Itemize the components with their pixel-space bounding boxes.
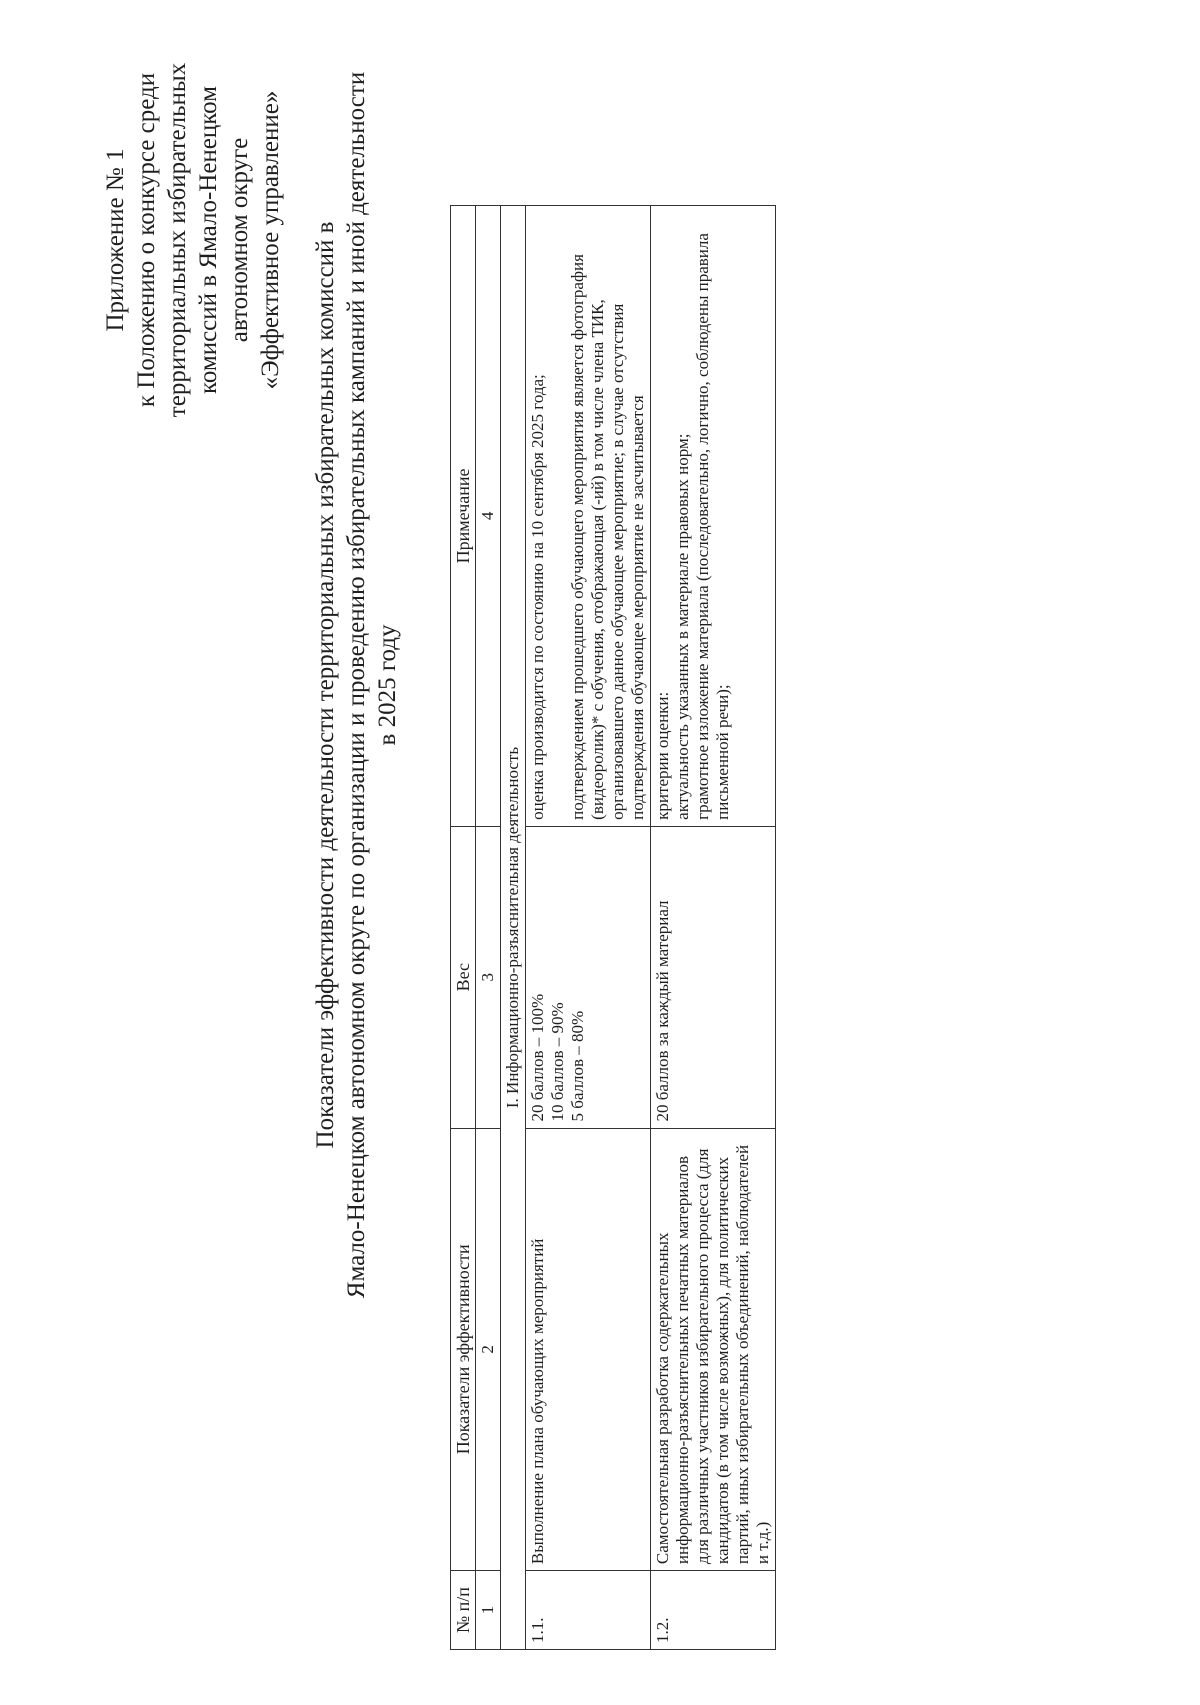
table-row bbox=[651, 206, 776, 1650]
document-title bbox=[310, 0, 403, 1385]
table-row bbox=[526, 206, 651, 1650]
note-paragraph: подтверждением прошедшего обучающего мероприятия является фотография (видеоролик)* с обучения, отображающая (-ий) в том числе члена ТИК, организовавшего данное обучающее мероприятие; в случае отсутствия подтверждения обучающее мероприятие не засчитывается bbox=[568, 254, 647, 820]
row-weight: 20 баллов за каждый материал bbox=[651, 826, 776, 1128]
row-note bbox=[651, 206, 776, 827]
weight-line: 10 баллов – 90% bbox=[548, 1002, 567, 1122]
indicators-table bbox=[450, 205, 776, 1650]
row-number: 1.2. bbox=[651, 1571, 776, 1650]
annex-line: автономном округе bbox=[226, 137, 253, 343]
note-line: актуальность указанных в материале правовых норм; bbox=[673, 433, 692, 820]
col-number: 1 bbox=[476, 1571, 501, 1650]
annex-line: Приложение № 1 bbox=[102, 148, 129, 332]
row-note bbox=[526, 206, 651, 827]
weight-line: 20 баллов – 100% bbox=[528, 993, 547, 1122]
header-note: Примечание bbox=[451, 206, 476, 827]
row-weight bbox=[526, 826, 651, 1128]
row-indicator: Самостоятельная разработка содержательных информационно-разъяснительных печатных материалов для различных участников избирательного процесса (для кандидатов (в том числе возможных), для политических партий, иных избирательных объединений, наблюдателей и т.д.) bbox=[651, 1128, 776, 1571]
column-number-row bbox=[476, 206, 501, 1650]
row-number: 1.1. bbox=[526, 1571, 651, 1650]
title-line: Ямало-Ненецком автономном округе по организации и проведению избирательных кампаний и иной деятельности bbox=[343, 71, 370, 1299]
row-indicator: Выполнение плана обучающих мероприятий bbox=[526, 1128, 651, 1571]
annex-header bbox=[100, 30, 286, 450]
col-number: 2 bbox=[476, 1128, 501, 1571]
section-row bbox=[501, 206, 526, 1650]
note-line: грамотное изложение материала (последовательно, логично, соблюдены правила письменной речи); bbox=[693, 233, 732, 820]
annex-line: комиссий в Ямало-Ненецком bbox=[195, 85, 222, 395]
header-indicator: Показатели эффективности bbox=[451, 1128, 476, 1571]
title-line: Показатели эффективности деятельности территориальных избирательных комиссий в bbox=[312, 221, 339, 1149]
section-title: I. Информационно-разъяснительная деятельность bbox=[501, 206, 526, 1650]
annex-line: «Эффективное управление» bbox=[257, 90, 284, 390]
note-paragraph: оценка производится по состоянию на 10 сентября 2025 года; bbox=[528, 374, 547, 820]
weight-line: 5 баллов – 80% bbox=[568, 1010, 587, 1122]
header-num: № п/п bbox=[451, 1571, 476, 1650]
annex-line: территориальных избирательных bbox=[164, 62, 191, 418]
table-header-row bbox=[451, 206, 476, 1650]
annex-line: к Положению о конкурсе среди bbox=[133, 72, 160, 408]
note-line: критерии оценки: bbox=[653, 691, 672, 820]
col-number: 4 bbox=[476, 206, 501, 827]
title-line: в 2025 году bbox=[374, 624, 401, 746]
col-number: 3 bbox=[476, 826, 501, 1128]
header-weight: Вес bbox=[451, 826, 476, 1128]
